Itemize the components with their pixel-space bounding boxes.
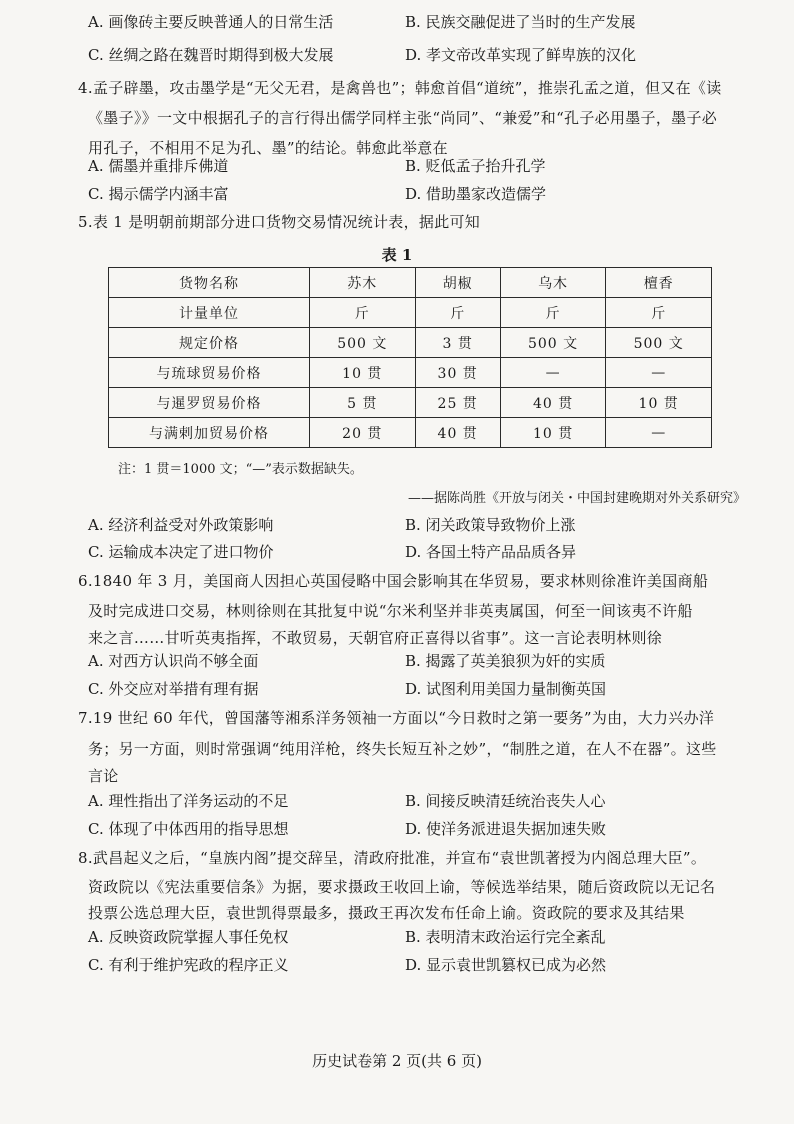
table-row [109,418,712,448]
q7-option-d: D. 使洋务派进退失据加速失败 [405,820,607,838]
table-row-header: 规定价格 [109,328,310,358]
table-cell: 10 贯 [500,418,606,448]
q7-stem-line-1: 7.19 世纪 60 年代，曾国藩等湘系洋务领袖一方面以“今日救时之第一要务”为由，大力兴办洋 [78,709,715,727]
table-cell: — [500,358,606,388]
table-row [109,298,712,328]
page-footer: 历史试卷第 2 页(共 6 页) [312,1052,482,1070]
q4-option-b: B. 贬低孟子抬升孔学 [405,157,546,175]
table-caption: 表 1 [381,246,413,264]
q6-stem-line-1: 6.1840 年 3 月，美国商人因担心英国侵略中国会影响其在华贸易，要求林则徐准许美国商船 [78,572,709,590]
table-cell: 500 文 [310,328,416,358]
prev-option-b: B. 民族交融促进了当时的生产发展 [405,13,636,31]
table-cell: 斤 [606,298,712,328]
table-row [109,358,712,388]
q8-option-c: C. 有利于维护宪政的程序正义 [88,956,289,974]
q4-stem-line-3: 用孔子，不相用不足为孔、墨”的结论。韩愈此举意在 [88,139,448,157]
q8-option-d: D. 显示袁世凯篡权已成为必然 [405,956,607,974]
table-cell: 苏木 [310,268,416,298]
q5-option-a: A. 经济利益受对外政策影响 [88,516,274,534]
table-cell: 25 贯 [415,388,500,418]
goods-price-table [108,267,712,448]
q4-option-d: D. 借助墨家改造儒学 [405,185,547,203]
q4-option-a: A. 儒墨并重排斥佛道 [88,157,229,175]
q8-option-a: A. 反映资政院掌握人事任免权 [88,928,289,946]
table-cell: 500 文 [606,328,712,358]
table-row-header: 货物名称 [109,268,310,298]
table-cell: 10 贯 [606,388,712,418]
q8-stem-line-2: 资政院以《宪法重要信条》为据，要求摄政王收回上谕，等候选举结果，随后资政院以无记名 [88,878,716,896]
table-cell: 斤 [310,298,416,328]
table-cell: — [606,358,712,388]
q5-option-c: C. 运输成本决定了进口物价 [88,543,274,561]
q4-option-c: C. 揭示儒学内涵丰富 [88,185,229,203]
q5-option-d: D. 各国土特产品品质各异 [405,543,577,561]
q6-stem-line-3: 来之言……甘听英夷指挥，不敢贸易，天朝官府正喜得以省事”。这一言论表明林则徐 [88,629,663,647]
q7-option-c: C. 体现了中体西用的指导思想 [88,820,289,838]
q6-option-a: A. 对西方认识尚不够全面 [88,652,259,670]
table-cell: 檀香 [606,268,712,298]
table-cell: 30 贯 [415,358,500,388]
table-cell: 10 贯 [310,358,416,388]
table-row-header: 与琉球贸易价格 [109,358,310,388]
q7-stem-line-2: 务；另一方面，则时常强调“纯用洋枪，终失长短互补之妙”，“制胜之道，在人不在器”。这些 [88,740,717,758]
table-row [109,268,712,298]
table-cell: 胡椒 [415,268,500,298]
q4-stem-line-2: 《墨子》》一文中根据孔子的言行得出儒学同样主张“尚同”、“兼爱”和“孔子必用墨子，墨子必 [88,109,718,127]
q5-option-b: B. 闭关政策导致物价上涨 [405,516,576,534]
q8-stem-line-3: 投票公选总理大臣，袁世凯得票最多，摄政王再次发布任命上谕。资政院的要求及其结果 [88,904,685,922]
prev-option-c: C. 丝绸之路在魏晋时期得到极大发展 [88,46,334,64]
q7-stem-line-3: 言论 [88,767,119,785]
table-cell: 斤 [500,298,606,328]
table-cell: 20 贯 [310,418,416,448]
table-row-header: 与满剌加贸易价格 [109,418,310,448]
q4-stem-line-1: 4.孟子辟墨，攻击墨学是“无父无君，是禽兽也”；韩愈首倡“道统”，推崇孔孟之道，但又在《读 [78,79,722,97]
table-cell: 40 贯 [500,388,606,418]
q7-option-b: B. 间接反映清廷统治丧失人心 [405,792,606,810]
q6-option-b: B. 揭露了英美狼狈为奸的实质 [405,652,606,670]
table-row [109,328,712,358]
table-row-header: 计量单位 [109,298,310,328]
table-cell: 斤 [415,298,500,328]
table-cell: 500 文 [500,328,606,358]
table-note: 注：1 贯＝1000 文；“—”表示数据缺失。 [118,462,363,477]
table-cell: 40 贯 [415,418,500,448]
table-cell: 乌木 [500,268,606,298]
q5-stem: 5.表 1 是明朝前期部分进口货物交易情况统计表，据此可知 [78,213,481,231]
table-cell: 5 贯 [310,388,416,418]
table-cell: — [606,418,712,448]
q7-option-a: A. 理性指出了洋务运动的不足 [88,792,289,810]
table-row-header: 与暹罗贸易价格 [109,388,310,418]
q8-option-b: B. 表明清末政治运行完全紊乱 [405,928,606,946]
table-row [109,388,712,418]
q6-stem-line-2: 及时完成进口交易，林则徐则在其批复中说“尔米利坚并非英夷属国，何至一间该夷不许船 [88,602,693,620]
table-source: ——据陈尚胜《开放与闭关・中国封建晚期对外关系研究》 [407,491,746,506]
q6-option-d: D. 试图利用美国力量制衡英国 [405,680,607,698]
table-cell: 3 贯 [415,328,500,358]
prev-option-a: A. 画像砖主要反映普通人的日常生活 [88,13,334,31]
prev-option-d: D. 孝文帝改革实现了鲜卑族的汉化 [405,46,637,64]
q8-stem-line-1: 8.武昌起义之后，“皇族内阁”提交辞呈，清政府批准，并宣布“袁世凯著授为内阁总理大臣”。 [78,849,707,867]
q6-option-c: C. 外交应对举措有理有据 [88,680,259,698]
